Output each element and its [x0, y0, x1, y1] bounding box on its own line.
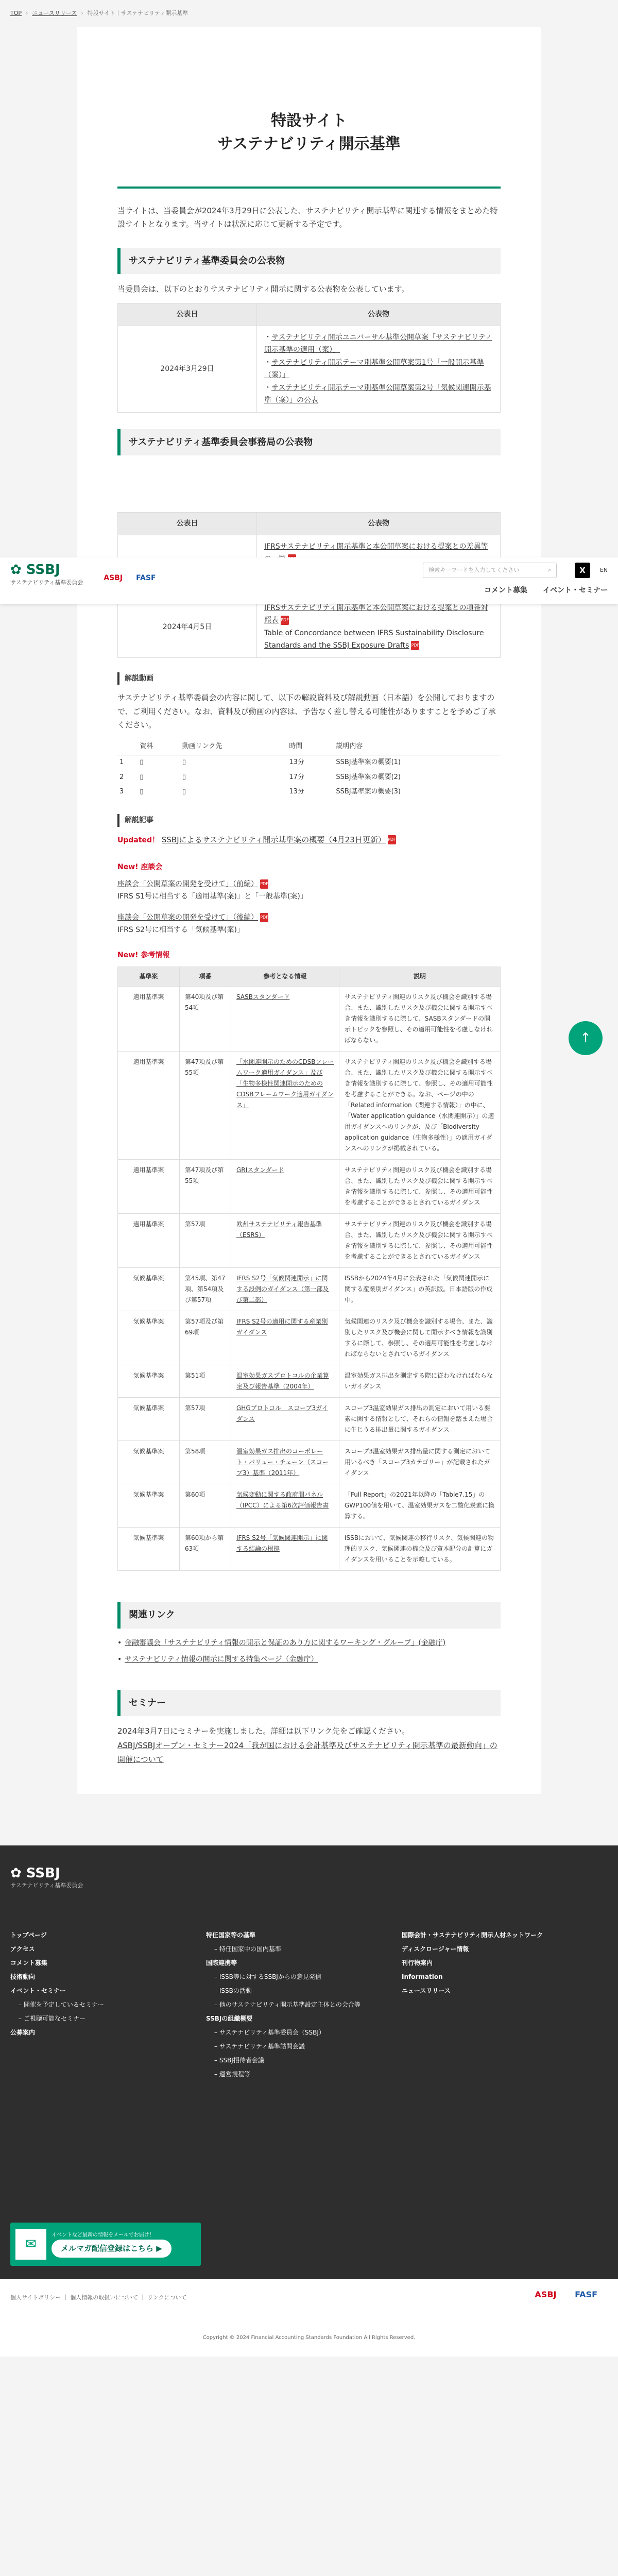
related-links: [117, 1637, 501, 1666]
publication-link[interactable]: サステナビリティ開示テーマ別基準公開草案第1号「一般開示基準（案）」: [264, 358, 484, 380]
logo-mark: ✿ SSBJ: [10, 1865, 60, 1881]
sticky-header: [0, 557, 618, 604]
language-switch[interactable]: EN: [599, 567, 608, 574]
footer-link[interactable]: SSBJ招待者会議: [219, 2056, 264, 2064]
logo-subtitle: サステナビリティ基準委員会: [10, 579, 83, 586]
table-row: [118, 1528, 501, 1571]
page-title-line2: サステナビリティ開示基準: [217, 135, 401, 153]
ref-cell-desc: 「Full Report」の2021年以降の「Table7.15」のGWP100値を用いて、温室効果ガスを二酸化炭素に換算する。: [339, 1484, 501, 1528]
doc-link-en[interactable]: Table of Concordance between IFRS Sustainability Disclosure Standards and the SSBJ Exposure Drafts: [264, 629, 484, 650]
footer-link[interactable]: ディスクロージャー情報: [402, 1945, 469, 1953]
section-heading-article: 解説記事: [117, 814, 501, 827]
footer-link[interactable]: SSBJの組織概要: [206, 2014, 253, 2022]
col-header: 公表物: [257, 513, 501, 535]
footer-link[interactable]: 特任国家中の国内基準: [219, 1945, 281, 1953]
col-header: 参考となる情報: [231, 967, 339, 987]
breadcrumb-separator: ›: [26, 10, 28, 17]
seminar-link-wrap: [117, 1739, 501, 1766]
ref-cell-desc: スコープ3温室効果ガス排出量に関する測定において用いるべき「スコープ3カテゴリー」が記載されたガイダンス: [339, 1441, 501, 1484]
ref-cell-no: 第47項及び第55項: [180, 1160, 231, 1214]
col-header: 説明内容: [334, 739, 501, 755]
col-header: 説明: [339, 967, 501, 987]
breadcrumb-news[interactable]: ニュースリリース: [32, 10, 77, 17]
breadcrumb-separator: ›: [81, 10, 83, 17]
ref-cell-no: 第47項及び第55項: [180, 1052, 231, 1160]
table-row: [118, 1052, 501, 1160]
footer-link[interactable]: 技術動向: [10, 1973, 36, 1980]
ssbj-logo[interactable]: [10, 563, 83, 587]
related-link[interactable]: 金融審議会「サステナビリティ情報の開示と保証のあり方に関するワーキング・グループ」(金融庁): [125, 1638, 446, 1647]
publications-table: [117, 303, 501, 413]
ref-info-link[interactable]: IFRS S2号の適用に関する産業別ガイダンス: [236, 1318, 328, 1336]
ref-cell-desc: サステナビリティ関連のリスク及び機会を識別する場合、また、識別したリスク及び機会に関する開示すべき情報を識別するに際して、SASBスタンダードの開示トピックを参照し、その適用可能性を考慮しなければならない。: [339, 987, 501, 1052]
footer-link[interactable]: トップページ: [10, 1931, 47, 1939]
ref-cell-desc: スコープ3温室効果ガス排出の測定において用いる要素に関する情報として、それらの情報を踏まえた場合に生じうる排出量に関するガイダンス: [339, 1398, 501, 1441]
ref-info-link[interactable]: IFRS S2号「気候関連開示」に関する設例のガイダンス（第一部及び第二部）: [236, 1275, 329, 1303]
table-cell-date: 2024年4月5日: [118, 596, 257, 657]
fasf-logo[interactable]: FASF: [575, 2289, 597, 2299]
footer-link[interactable]: ご視聴可能なセミナー: [23, 2014, 85, 2022]
table-row: [118, 1268, 501, 1311]
ref-cell-desc: ISSBにおいて、気候関連の移行リスク、気候関連の物理的リスク、気候関連の機会及び資本配分の計算にガイダンスを用いることを示唆している。: [339, 1528, 501, 1571]
section-heading-links: 関連リンク: [117, 1602, 501, 1629]
ref-cell-no: 第60項: [180, 1484, 231, 1528]
pdf-icon: PDF: [260, 879, 268, 889]
ref-cell-std: 適用基準案: [118, 987, 180, 1052]
footer: [0, 1845, 618, 2357]
section-heading-ssbj-publications: サステナビリティ基準委員会の公表物: [117, 248, 501, 275]
ref-cell-no: 第57項及び第69項: [180, 1311, 231, 1365]
material-icon[interactable]: ▯: [140, 788, 144, 796]
seminar-link[interactable]: ASBJ/SSBJオープン・セミナー2024「我が国における会計基準及びサステナビリティ開示基準の最新動向」の開催について: [117, 1741, 497, 1764]
ref-cell-std: 適用基準案: [118, 1214, 180, 1268]
list-item: [117, 1653, 501, 1666]
table-row: [118, 1160, 501, 1214]
footer-link[interactable]: 刊行物案内: [402, 1959, 433, 1967]
ref-cell-no: 第51項: [180, 1365, 231, 1398]
video-link-icon[interactable]: ▯: [182, 758, 186, 766]
footer-link[interactable]: ニュースリリース: [402, 1987, 451, 1994]
page-title: [117, 27, 501, 187]
zadankai-1: 座談会「公開草案の開発を受けて」（前編） PDF IFRS S1号に相当する「適用基準(案)」と「一般基準(案)」: [117, 879, 307, 901]
ref-cell-std: 気候基準案: [118, 1311, 180, 1365]
header-right: [423, 563, 608, 597]
ref-cell-info: [231, 1160, 339, 1214]
newsletter-button[interactable]: メルマガ配信登録はこちら ▶: [52, 2240, 171, 2257]
ref-cell-std: 気候基準案: [118, 1398, 180, 1441]
zadankai-link[interactable]: 座談会「公開草案の開発を受けて」（後編）: [117, 913, 258, 922]
newsletter-caption: イベントなど最新の情報をメールでお届け！: [52, 2232, 154, 2238]
ref-cell-info: [231, 987, 339, 1052]
col-header: 公表日: [118, 303, 257, 326]
ref-info-link[interactable]: GRIスタンダード: [236, 1166, 284, 1174]
ref-cell-no: 第58項: [180, 1441, 231, 1484]
main-content: [10, 27, 608, 1794]
table-row: 2 ▯ ▯ 17分 SSBJ基準案の概要(2): [117, 770, 501, 785]
newsletter-banner[interactable]: [10, 2223, 201, 2266]
footer-col-2: 特任国家等の基準 – 特任国家中の国内基準 国際連携等 – ISSB等に対するSSBJからの意見発信 – ISSBの活動 – 他のサステナビリティ開示基準設定主体との会合等 SSBJの組織概要 – サステナビリティ基準委員会（SSBJ） – サステナビリティ基準諮問会議 – SSBJ招待者会議 – 運営規程等: [206, 1931, 360, 2078]
publication-link[interactable]: サステナビリティ開示ユニバーサル基準公開草案「サステナビリティ開示基準の適用（案）」: [264, 333, 492, 354]
footer-link[interactable]: アクセス: [10, 1945, 35, 1953]
logo-mark: ✿ SSBJ: [10, 562, 60, 578]
envelope-icon: ✉: [15, 2229, 46, 2260]
video-link-icon[interactable]: ▯: [182, 788, 186, 796]
section-heading-video: 解説動画: [117, 672, 501, 685]
pdf-icon: PDF: [388, 835, 396, 844]
ref-cell-std: 気候基準案: [118, 1365, 180, 1398]
footer-link[interactable]: 他のサステナビリティ開示基準設定主体との会合等: [219, 2001, 360, 2008]
ref-cell-info: [231, 1398, 339, 1441]
ref-cell-std: 気候基準案: [118, 1268, 180, 1311]
doc-link[interactable]: IFRSサステナビリティ開示基準と本公開草案における提案との項番対照表: [264, 603, 488, 625]
ref-cell-std: 気候基準案: [118, 1441, 180, 1484]
ref-cell-desc: ISSBから2024年4月に公表された「気候関連開示に関する産業別ガイダンス」の英訳版。日本語版の作成中。: [339, 1268, 501, 1311]
footer-partner-logos: [535, 2287, 597, 2302]
ref-cell-desc: サステナビリティ関連のリスク及び機会を識別する場合、また、識別したリスク及び機会に関する開示すべき情報を識別するに際して、参照し、その適用可能性を考慮することができる。なお、ページの中の「Related information（関連する情報）」の中に、「Water application guidance（水関連開示）」の適用ガイダンスへのリンクが、及び「Biodiversity application guidance（生物多様性）」の適用ガイダンスへのリンクが掲載されている。: [339, 1052, 501, 1160]
video-link-icon[interactable]: ▯: [182, 773, 186, 781]
fasf-logo[interactable]: FASF: [136, 574, 156, 582]
nav-comment[interactable]: コメント募集: [484, 586, 527, 595]
seminar-text: 2024年3月7日にセミナーを実施しました。詳細は以下リンク先をご確認ください。: [117, 1726, 409, 1736]
page-title-line1: 特設サイト: [271, 112, 347, 130]
ref-cell-no: 第57項: [180, 1398, 231, 1441]
footer-link[interactable]: サステナビリティ基準委員会（SSBJ）: [219, 2028, 325, 2036]
table-row: [118, 1398, 501, 1441]
list-item: [117, 1637, 501, 1650]
section-heading-seminar: セミナー: [117, 1690, 501, 1717]
ref-info-link[interactable]: 気候変動に関する政府間パネル（IPCC）による第6次評価報告書: [236, 1491, 329, 1509]
footer-col-3: [402, 1927, 597, 2083]
section-heading-secretariat: サステナビリティ基準委員会事務局の公表物: [117, 429, 501, 456]
search-icon[interactable]: ⌕: [548, 567, 552, 574]
breadcrumb-current: 特設サイト｜サステナビリティ開示基準: [87, 10, 188, 17]
zadankai-link[interactable]: 座談会「公開草案の開発を受けて」（前編）: [117, 879, 258, 888]
ref-cell-std: 適用基準案: [118, 1160, 180, 1214]
table-cell-date: 2024年3月29日: [118, 326, 257, 412]
asbj-logo[interactable]: ASBJ: [535, 2289, 557, 2299]
ref-cell-info: [231, 1214, 339, 1268]
table-row: [118, 987, 501, 1052]
col-header: 項番: [180, 967, 231, 987]
doc-link[interactable]: IFRSサステナビリティ開示基準と本公開草案における提案との差異等: [264, 542, 488, 551]
footer-link[interactable]: サステナビリティ基準諮問会議: [219, 2042, 305, 2050]
ref-cell-std: 気候基準案: [118, 1528, 180, 1571]
footer-col-1: トップページ アクセス コメント募集 技術動向 イベント・セミナー – 開催を予定しているセミナー – ご視聴可能なセミナー 公募案内: [10, 1931, 104, 2036]
ref-cell-no: 第60項から第63項: [180, 1528, 231, 1571]
x-icon[interactable]: X: [575, 563, 590, 578]
section-heading-reference: New! 参考情報: [117, 951, 170, 959]
ref-info-link[interactable]: IFRS S2号「気候関連開示」に関する結論の根拠: [236, 1534, 328, 1552]
ref-cell-std: 適用基準案: [118, 1052, 180, 1160]
ref-cell-no: 第57項: [180, 1214, 231, 1268]
footer-link[interactable]: 特任国家等の基準: [206, 1931, 256, 1939]
nav-events[interactable]: イベント・セミナー: [543, 586, 608, 595]
ref-info-link[interactable]: 温室効果ガスプロトコルの企業算定及び報告基準（2004年）: [236, 1372, 329, 1390]
table-row: [118, 1441, 501, 1484]
related-link[interactable]: サステナビリティ情報の開示に関する特集ページ（金融庁）: [125, 1655, 318, 1664]
footer-policy-links[interactable]: 個人サイトポリシー ｜ 個人情報の取扱いについて ｜ リンクについて: [10, 2294, 187, 2301]
intro-text: 当サイトは、当委員会が2024年3月29日に公表した、サステナビリティ開示基準に関連する情報をまとめた特設サイトとなります。当サイトは状況に応じて更新する予定です。: [117, 206, 498, 229]
table-row: [118, 1214, 501, 1268]
ref-cell-info: [231, 1528, 339, 1571]
table-row: [118, 1365, 501, 1398]
ref-cell-info: [231, 1365, 339, 1398]
breadcrumb-top[interactable]: TOP: [10, 10, 22, 17]
breadcrumb: [0, 0, 618, 27]
ref-info-link[interactable]: 温室効果ガス排出のコーポレート・バリュー・チェーン（スコープ3）基準（2011年）: [236, 1448, 329, 1477]
footer-link[interactable]: Information: [402, 1973, 443, 1980]
footer-link[interactable]: ISSBの活動: [219, 1987, 252, 1994]
ref-cell-no: 第40項及び第54項: [180, 987, 231, 1052]
ref-cell-desc: 温室効果ガス排出を測定する際に従わなければならないガイダンス: [339, 1365, 501, 1398]
section-text: 当委員会は、以下のとおりサステナビリティ開示に関する公表物を公表しています。: [117, 284, 409, 294]
footer-bottom: [0, 2232, 618, 2357]
footer-link[interactable]: 開催を予定しているセミナー: [23, 2001, 104, 2008]
footer-logo[interactable]: [10, 1866, 608, 1891]
ref-info-link[interactable]: GHGプロトコル スコープ3ガイダンス: [236, 1404, 328, 1422]
footer-link[interactable]: コメント募集: [10, 1959, 48, 1967]
col-header: 公表物: [257, 303, 501, 326]
ref-info-link[interactable]: 「水関連開示のためのCDSBフレームワーク適用ガイダンス」及び「生物多様性関連開示のためのCDSBフレームワーク適用ガイダンス」: [236, 1058, 334, 1109]
ref-cell-info: [231, 1268, 339, 1311]
go-top-button[interactable]: ↑: [569, 1021, 603, 1055]
article-line: [117, 833, 501, 847]
header-nav: [423, 584, 608, 597]
video-text: サステナビリティ基準委員会の内容に関して、以下の解説資料及び解説動画（日本語）を公開しておりますので、ご利用ください。なお、資料及び動画の内容は、予告なく差し替える可能性がありますことを予めご了承ください。: [117, 693, 496, 730]
section-heading-zadankai: New! 座談会: [117, 863, 163, 871]
pdf-icon: PDF: [260, 913, 268, 922]
updated-badge: Updated！: [117, 836, 160, 844]
footer-link[interactable]: 公募案内: [10, 2028, 36, 2036]
ref-cell-desc: サステナビリティ関連のリスク及び機会を識別する場合、また、識別したリスク及び機会に関する開示すべき情報を識別するに際して、参照し、その適用可能性を考慮することができるとされているガイダンス: [339, 1214, 501, 1268]
ref-cell-std: 気候基準案: [118, 1484, 180, 1528]
footer-columns: [10, 1927, 608, 2083]
article-link[interactable]: SSBJによるサステナビリティ開示基準案の概要（4月23日更新）: [161, 835, 386, 844]
pdf-icon: PDF: [411, 641, 419, 650]
table-row: 1 ▯ ▯ 13分 SSBJ基準案の概要(1): [117, 755, 501, 770]
partner-logos: [104, 572, 156, 585]
footer-link[interactable]: 国際会計・サステナビリティ開示人材ネットワーク: [402, 1931, 543, 1939]
zadankai-2: 座談会「公開草案の開発を受けて」（後編） PDF IFRS S2号に相当する「気候基準(案)」: [117, 913, 268, 934]
reference-table: [117, 967, 501, 1571]
footer-link[interactable]: イベント・セミナー: [10, 1987, 66, 1994]
ref-cell-desc: サステナビリティ関連のリスク及び機会を識別する場合、また、識別したリスク及び機会に関する開示すべき情報を識別するに際して、参照し、その適用可能性を考慮することができるとされているガイダンス: [339, 1160, 501, 1214]
col-header: 時間: [287, 739, 334, 755]
ref-cell-info: [231, 1484, 339, 1528]
ref-cell-info: [231, 1311, 339, 1365]
ref-cell-no: 第45項、第47項、第54項及び第57項: [180, 1268, 231, 1311]
table-cell-items: ・サステナビリティ開示ユニバーサル基準公開草案「サステナビリティ開示基準の適用（案）」 ・サステナビリティ開示テーマ別基準公開草案第1号「一般開示基準（案）」 ・サステナビリティ開示テーマ別基準公開草案第2号「気候関連開示基準（案）」の公表: [257, 326, 501, 412]
ref-cell-info: [231, 1052, 339, 1160]
copyright: Copyright © 2024 Financial Accounting Standards Foundation All Rights Reserved.: [202, 2335, 416, 2341]
col-header: 公表日: [118, 513, 257, 535]
col-header: 動画リンク先: [180, 739, 287, 755]
footer-link[interactable]: ISSB等に対するSSBJからの意見発信: [219, 1973, 321, 1980]
publication-link[interactable]: サステナビリティ開示テーマ別基準公開草案第2号「気候関連開示基準（案）」の公表: [264, 383, 491, 405]
material-icon[interactable]: ▯: [140, 773, 144, 781]
footer-link[interactable]: 運営規程等: [219, 2070, 250, 2078]
pdf-icon: PDF: [281, 616, 289, 625]
title-divider: [117, 187, 501, 189]
col-header: 基準案: [118, 967, 180, 987]
table-row: [118, 1311, 501, 1365]
ref-cell-info: [231, 1441, 339, 1484]
ref-info-link[interactable]: 欧州サステナビリティ報告基準（ESRS）: [236, 1221, 322, 1239]
video-table: [117, 739, 501, 800]
footer-link[interactable]: 国際連携等: [206, 1959, 237, 1967]
asbj-logo[interactable]: ASBJ: [104, 574, 123, 582]
logo-subtitle: サステナビリティ基準委員会: [10, 1882, 83, 1889]
ref-info-link[interactable]: SASBスタンダード: [236, 993, 290, 1001]
search-input[interactable]: 検索キーワードを入力してください ⌕: [423, 563, 557, 578]
table-cell-doc: [257, 596, 501, 657]
ref-cell-desc: 気候関連のリスク及び機会を識別する場合、また、識別したリスク及び機会に関して開示すべき情報を識別するに際して、参照し、その適用可能性を考慮しなければならないとされているガイダンス: [339, 1311, 501, 1365]
table-row: 3 ▯ ▯ 13分 SSBJ基準案の概要(3): [117, 785, 501, 800]
material-icon[interactable]: ▯: [140, 758, 144, 766]
col-header: 資料: [138, 739, 180, 755]
table-row: [118, 1484, 501, 1528]
